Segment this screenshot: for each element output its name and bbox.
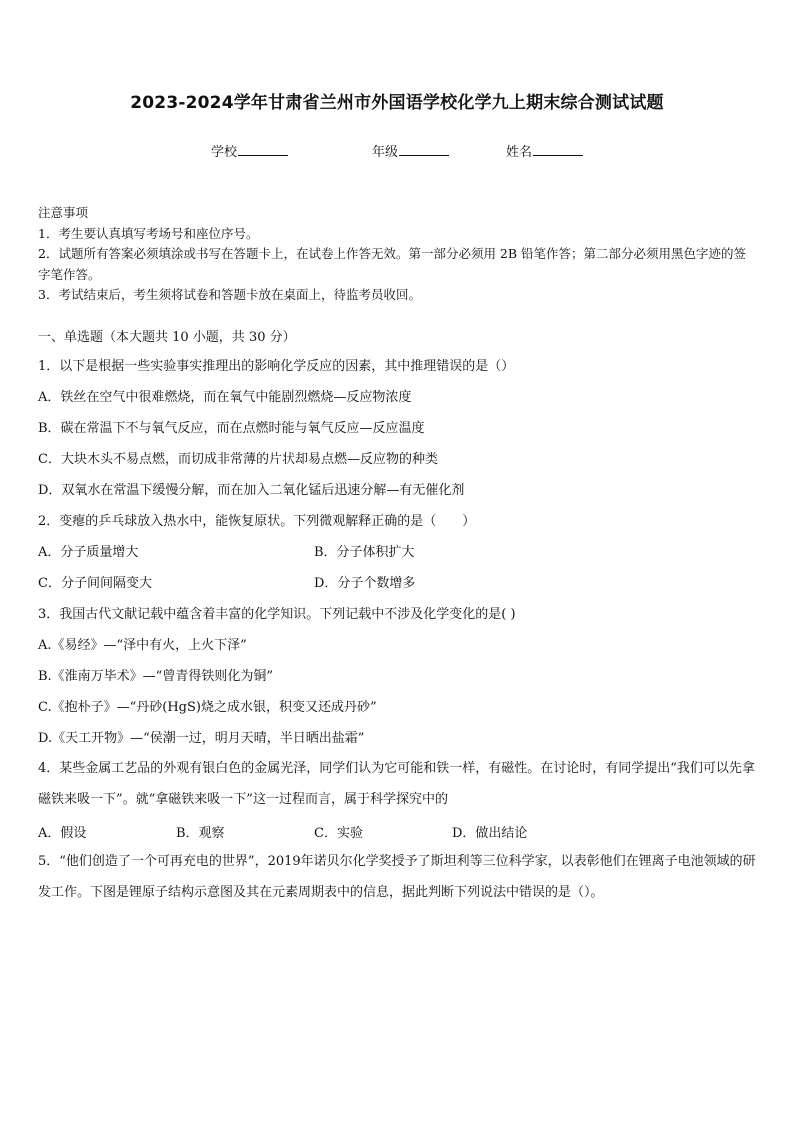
grade-field	[372, 141, 449, 160]
school-label: 学校	[211, 145, 238, 160]
question-5-stem: 5．“他们创造了一个可再充电的世界”，2019年诺贝尔化学奖授予了斯坦利等三位科学家，以表彰他们在锂离子电池领域的研发工作。下图是锂原子结构示意图及其在元素周期表中的信息，据此判断下列说法中错误的是（）。	[38, 854, 756, 900]
question-2-option-a: A．分子质量增大	[38, 545, 139, 560]
question-2-option-c: C．分子间间隔变大	[38, 576, 152, 591]
question-3-option-d: D.《天工开物》—“侯潮一过，明月天晴，半日晒出盐霜”	[38, 731, 365, 746]
grade-blank	[399, 141, 449, 156]
question-4-option-c: C．实验	[314, 826, 363, 841]
question-3-option-c: C.《抱朴子》—“丹砂(HgS)烧之成水银，积变又还成丹砂”	[38, 700, 377, 715]
question-2-stem: 2．变瘪的乒乓球放入热水中，能恢复原状。下列微观解释正确的是（ ）	[38, 514, 476, 529]
grade-label: 年级	[372, 145, 399, 160]
name-label: 姓名	[506, 145, 533, 160]
question-3-option-a: A.《易经》—“泽中有火，上火下泽”	[38, 638, 247, 653]
question-2-option-b: B．分子体积扩大	[314, 545, 415, 560]
notes-item: 2．试题所有答案必须填涂或书写在答题卡上，在试卷上作答无效。第一部分必须用 2B 铅笔作答；第二部分必须用黑色字迹的签字笔作答。	[38, 246, 747, 282]
question-3-option-b: B.《淮南万毕术》—“曾青得铁则化为铜”	[38, 669, 273, 684]
name-blank	[533, 141, 583, 156]
question-4-option-a: A．假设	[38, 826, 87, 841]
student-info-row	[0, 141, 794, 161]
notes-heading: 注意事项	[38, 205, 89, 220]
section-heading: 一、单选题（本大题共 10 小题，共 30 分）	[38, 330, 296, 345]
school-blank	[238, 141, 288, 156]
name-field	[506, 141, 583, 160]
notes-item: 1．考生要认真填写考场号和座位序号。	[38, 225, 259, 241]
question-4-option-d: D．做出结论	[452, 826, 528, 841]
question-3-stem: 3．我国古代文献记载中蕴含着丰富的化学知识。下列记载中不涉及化学变化的是( )	[38, 607, 516, 622]
question-4-stem: 4．某些金属工艺品的外观有银白色的金属光泽，同学们认为它可能和铁一样，有磁性。在讨论时，有同学提出“我们可以先拿磁铁来吸一下”。就“拿磁铁来吸一下”这一过程而言，属于科学探究中的	[38, 761, 755, 807]
question-1-option-b: B．碳在常温下不与氧气反应，而在点燃时能与氧气反应—反应温度	[38, 421, 425, 436]
question-1-stem: 1．以下是根据一些实验事实推理出的影响化学反应的因素，其中推理错误的是（）	[38, 359, 515, 374]
question-1-option-d: D．双氧水在常温下缓慢分解，而在加入二氧化锰后迅速分解—有无催化剂	[38, 483, 465, 498]
exam-notes	[38, 203, 758, 306]
exam-title: 2023-2024学年甘肃省兰州市外国语学校化学九上期末综合测试试题	[130, 93, 664, 113]
school-field	[211, 141, 288, 160]
question-1-option-c: C．大块木头不易点燃，而切成非常薄的片状却易点燃—反应物的种类	[38, 452, 438, 467]
notes-item: 3．考试结束后，考生须将试卷和答题卡放在桌面上，待监考员收回。	[38, 287, 421, 302]
question-4-option-b: B．观察	[176, 826, 225, 841]
question-2-option-d: D．分子个数增多	[314, 576, 416, 591]
question-1-option-a: A．铁丝在空气中很难燃烧，而在氧气中能剧烈燃烧—反应物浓度	[38, 390, 412, 405]
